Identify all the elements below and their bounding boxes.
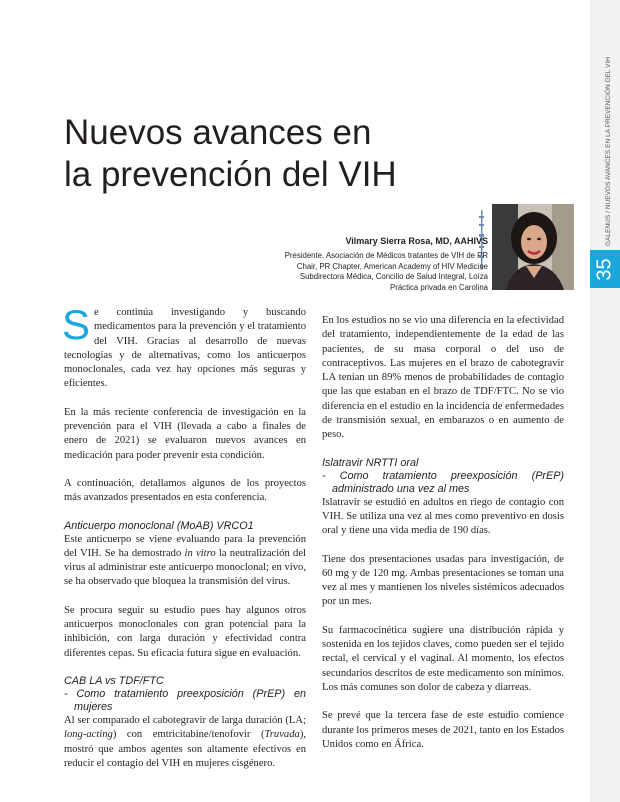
paragraph: Al ser comparado el cabotegravir de larga duración (LA; long-acting) con emtricitabine/tenofovir (Truvada), mostró que ambos agentes son altamente efectivos en reducir el contagio del VIH en mujeres cisgénero.	[64, 714, 306, 769]
article-title	[64, 112, 397, 196]
paragraph: Su farmacocinética sugiere una distribución rápida y sostenida en los tejidos claves, como pueden ser el tejido rectal, el cervical y el vaginal. Al momento, los efectos secundarios descritos de este medicamento son mínimos. Los más comunes son dolor de cabeza y diarreas.	[322, 624, 564, 693]
author-name: Vilmary Sierra Rosa, MD, AAHIVS	[345, 236, 488, 246]
right-column	[322, 314, 564, 766]
running-head: GALENUS / NUEVOS AVANCES EN LA PREVENCIÓN DEL VIH	[605, 56, 612, 246]
paragraph: En los estudios no se vio una diferencia en la efectividad del tratamiento, independientemente de la edad de las pacientes, de su masa corporal o del uso de contraceptivos. Las mujeres en el brazo de cabotegravir LA tenían un 89% menos de probabilidades de contagio que las que estaban en el brazo de TDF/FTC. No se vio diferencia en el estudio en la incidencia de enfermedades de transmisión sexual, en embarazos o en aumento de peso.	[322, 315, 564, 441]
section-heading-cab-la: CAB LA vs TDF/FTC	[64, 674, 164, 687]
author-photo	[492, 204, 574, 290]
left-column	[62, 301, 306, 785]
paragraph: Islatravir se estudió en adultos en riego de contagio con VIH. Se utiliza una vez al mes como preventivo en dosis oral y tiene una vida media de 190 días.	[322, 496, 564, 537]
paragraph: Se procura seguir su estudio pues hay algunos otros anticuerpos monoclonales con gran potencial para la inhibición, con larga duración y efectividad contra diferentes cepas. Su eficacia futura sigue en evaluación.	[64, 604, 306, 659]
intro-text: e continúa investigando y buscando medicamentos para la prevención y el tratamiento del VIH. Gracias al desarrollo de nuevas tecnologías y de alternativas, como los anticuerpos monoclonales, cada vez hay opciones más seguras y eficientes.	[64, 307, 306, 390]
author-affiliation-1: Presidente, Asociación de Médicos tratantes de VIH de PR	[284, 251, 488, 260]
author-affiliation-4: Práctica privada en Carolina	[390, 282, 488, 292]
paragraph: A continuación, detallamos algunos de los proyectos más avanzados presentados en esta conferencia.	[64, 477, 306, 504]
paragraph: Se prevé que la tercera fase de este estudio comience durante los primeros meses de 2021, tanto en los Estados Unidos como en África.	[322, 710, 564, 750]
author-affiliation-2: Chair, PR Chapter, American Academy of HIV Medicine	[296, 261, 488, 271]
section-subheading-cab-la: - Como tratamiento preexposición (PrEP) en mujeres	[64, 687, 306, 713]
title-line-1: Nuevos avances en	[64, 113, 372, 152]
paragraph: Este anticuerpo se viene evaluando para la prevención del VIH. Se ha demostrado in vitro la neutralización del virus al administrar este anticuerpo monoclonal; en vivo, se ha observado que bloquea la transmisión del virus.	[64, 533, 306, 588]
title-line-2: la prevención del VIH	[64, 155, 397, 194]
author-affiliation-3: Subdirectora Médica, Concilio de Salud Integral, Loíza	[299, 272, 488, 282]
section-subheading-islatravir: - Como tratamiento preexposición (PrEP) administrado una vez al mes	[322, 469, 564, 495]
paragraph: En la más reciente conferencia de investigación en la prevención para el VIH (llevada a cabo a finales de enero de 2021) se evaluaron nuevos avances en medicación para poder prevenir esta condición.	[64, 406, 306, 461]
intro-paragraph	[62, 301, 306, 392]
paragraph: Tiene dos presentaciones usadas para investigación, de 60 mg y de 120 mg. Ambas presentaciones se toman una vez al mes y mantienen los niveles sistémicos adecuados por un mes.	[322, 553, 564, 608]
page-number-tab	[590, 250, 620, 288]
drop-cap: S	[62, 301, 91, 348]
section-heading-islatravir: Islatravir NRTTI oral	[322, 456, 419, 469]
page-number: 35	[593, 257, 616, 281]
section-heading-vrco1: Anticuerpo monoclonal (MoAB) VRCO1	[64, 519, 254, 532]
author-block	[285, 236, 488, 293]
